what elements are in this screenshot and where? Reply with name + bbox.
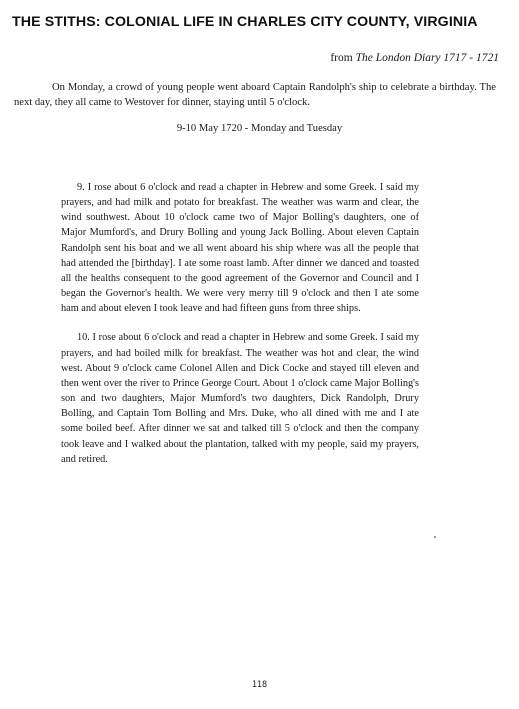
diary-entry-9: 9. I rose about 6 o'clock and read a chapter in Hebrew and some Greek. I said my prayers, and had milk and potato for breakfast. The weather was warm and clear, the wind southwest. About 10 o'clock came two of Major Bolling's daughters, one of Major Mumford's, and Drury Bolling and young Jack Bolling. About eleven Captain Randolph sent his boat and we all went aboard his ship where was all the people that had attended the [birthday]. I ate some roast lamb. After dinner we danced and toasted all the healths consequent to the good agreement of the Governor and Council and I began the Governor's health. We were very merry till 9 o'clock and then I ate some ham and about eleven I took leave and had fifteen guns from three ships.: [61, 182, 419, 315]
intro-paragraph: On Monday, a crowd of young people went aboard Captain Randolph's ship to celebrate a birthday. The next day, they all came to Westover for dinner, staying until 5 o'clock.: [14, 82, 496, 108]
diary-entry-10: 10. I rose about 6 o'clock and read a chapter in Hebrew and some Greek. I said my prayers, and had boiled milk for breakfast. The weather was hot and clear, the wind west. About 9 o'clock came Colonel Allen and Dick Cocke and stayed till eleven and then went over the river to Prince George Court. About 1 o'clock came Major Bolling's son and two daughters, Major Mumford's two daughters, Dick Randolph, Drury Bolling, and Captain Tom Bolling and Mrs. Duke, who all dined with me and I ate some boiled beef. After dinner we sat and talked till 5 o'clock and then the company took leave and I walked about the plantation, talked with my people, said my prayers, and retired.: [61, 332, 419, 465]
scan-speck: [434, 536, 436, 538]
page-number: 118: [251, 680, 268, 690]
diary-entries: [61, 180, 419, 467]
document-title: THE STITHS: COLONIAL LIFE IN CHARLES CITY COUNTY, VIRGINIA: [12, 14, 478, 30]
source-citation: [330, 52, 499, 64]
date-line: 9-10 May 1720 - Monday and Tuesday: [176, 123, 343, 134]
source-prefix: from: [330, 52, 353, 64]
source-title: The London Diary 1717 - 1721: [355, 52, 499, 64]
